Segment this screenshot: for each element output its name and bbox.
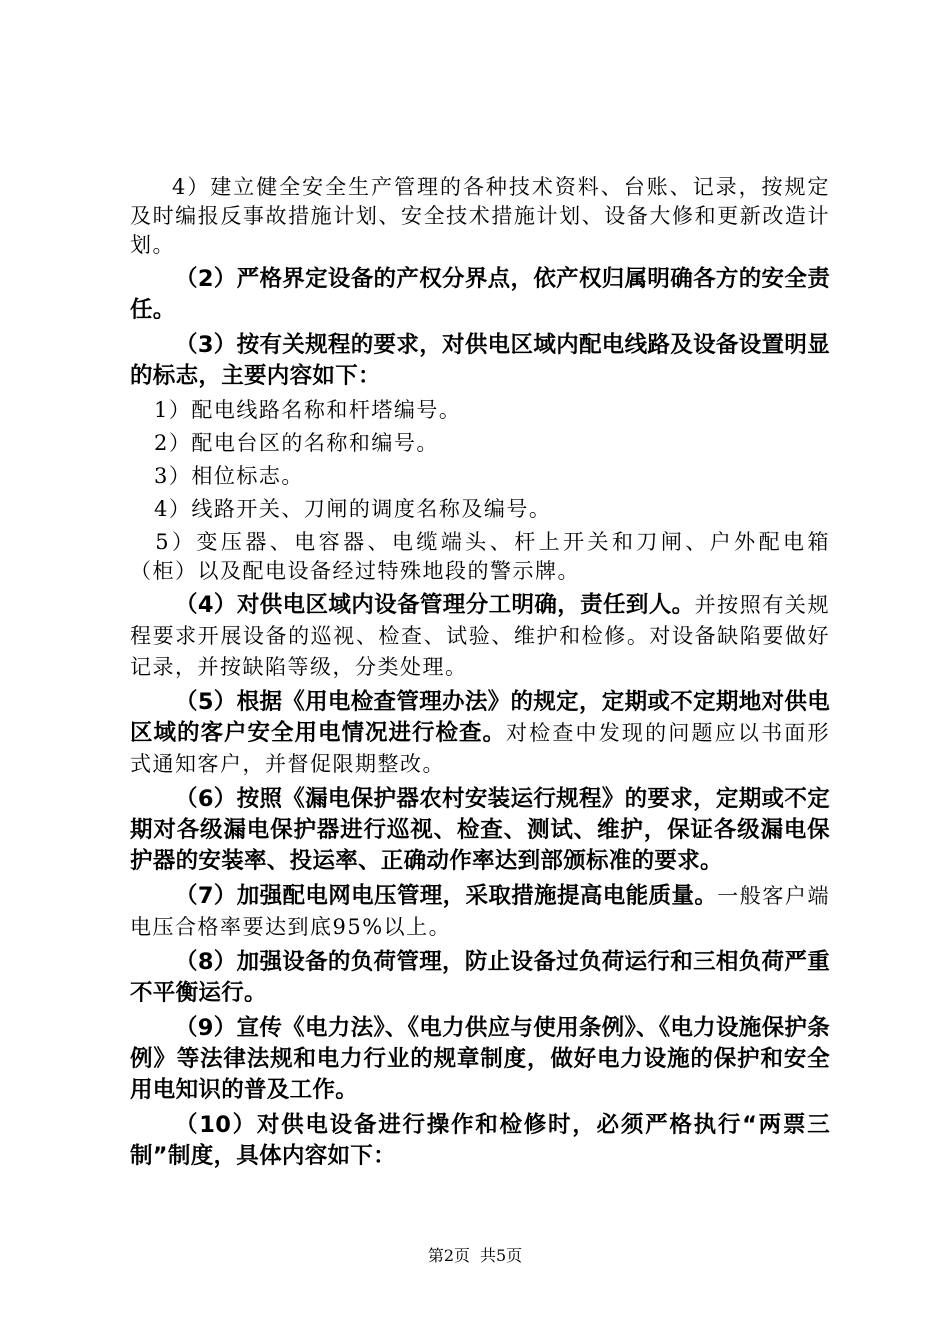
paragraph: （3）按有关规程的要求，对供电区域内配电线路及设备设置明显的标志，主要内容如下： <box>130 332 830 389</box>
paragraph-normal-text: 一般客户端电压合格率要达到底95%以上。 <box>130 884 831 939</box>
paragraph-normal-text: 对检查中发现的问题应以书面形式通知客户，并督促限期整改。 <box>130 721 831 776</box>
paragraph <box>130 590 830 683</box>
document-body <box>130 173 830 1176</box>
paragraph: 3）相位标志。 <box>154 464 304 488</box>
paragraph: （9）宣传《电力法》、《电力供应与使用条例》、《电力设施保护条例》等法律法规和电力行业的规章制度，做好电力设施的保护和安全用电知识的普及工作。 <box>130 1015 830 1103</box>
page-number: 第2页 <box>427 1246 470 1265</box>
paragraph <box>130 687 830 780</box>
paragraph-bold-text: （4）对供电区域内设备管理分工明确，责任到人。 <box>175 592 695 618</box>
paragraph: 4）线路开关、刀闸的调度名称及编号。 <box>154 497 552 521</box>
paragraph: （10）对供电设备进行操作和检修时，必须严格执行“两票三制”制度，具体内容如下： <box>130 1112 830 1169</box>
page-total: 共5页 <box>480 1246 523 1265</box>
paragraph: （8）加强设备的负荷管理，防止设备过负荷运行和三相负荷严重不平衡运行。 <box>130 949 830 1006</box>
paragraph: （6）按照《漏电保护器农村安装运行规程》的要求，定期或不定期对各级漏电保护器进行巡视、检查、测试、维护，保证各级漏电保护器的安装率、投运率、正确动作率达到部颁标准的要求。 <box>130 786 830 874</box>
paragraph-bold-text: （7）加强配电网电压管理，采取措施提高电能质量。 <box>175 883 718 909</box>
paragraph: 1）配电线路名称和杆塔编号。 <box>154 398 462 422</box>
paragraph: 5）变压器、电容器、电缆端头、杆上开关和刀闸、户外配电箱（柜）以及配电设备经过特殊地段的警示牌。 <box>130 530 830 583</box>
page-footer <box>0 1246 950 1266</box>
paragraph: 4）建立健全安全生产管理的各种技术资料、台账、记录，按规定及时编报反事故措施计划、安全技术措施计划、设备大修和更新改造计划。 <box>130 175 830 257</box>
paragraph-normal-text: 并按照有关规程要求开展设备的巡视、检查、试验、维护和检修。对设备缺陷要做好记录，并按缺陷等级，分类处理。 <box>130 593 830 679</box>
paragraph <box>130 881 830 943</box>
paragraph: （2）严格界定设备的产权分界点，依产权归属明确各方的安全责任。 <box>130 266 830 323</box>
paragraph-bold-text: （5）根据《用电检查管理办法》的规定，定期或不定期地对供电区域的客户安全用电情况进行检查。 <box>130 689 830 746</box>
paragraph: 2）配电台区的名称和编号。 <box>154 431 439 455</box>
